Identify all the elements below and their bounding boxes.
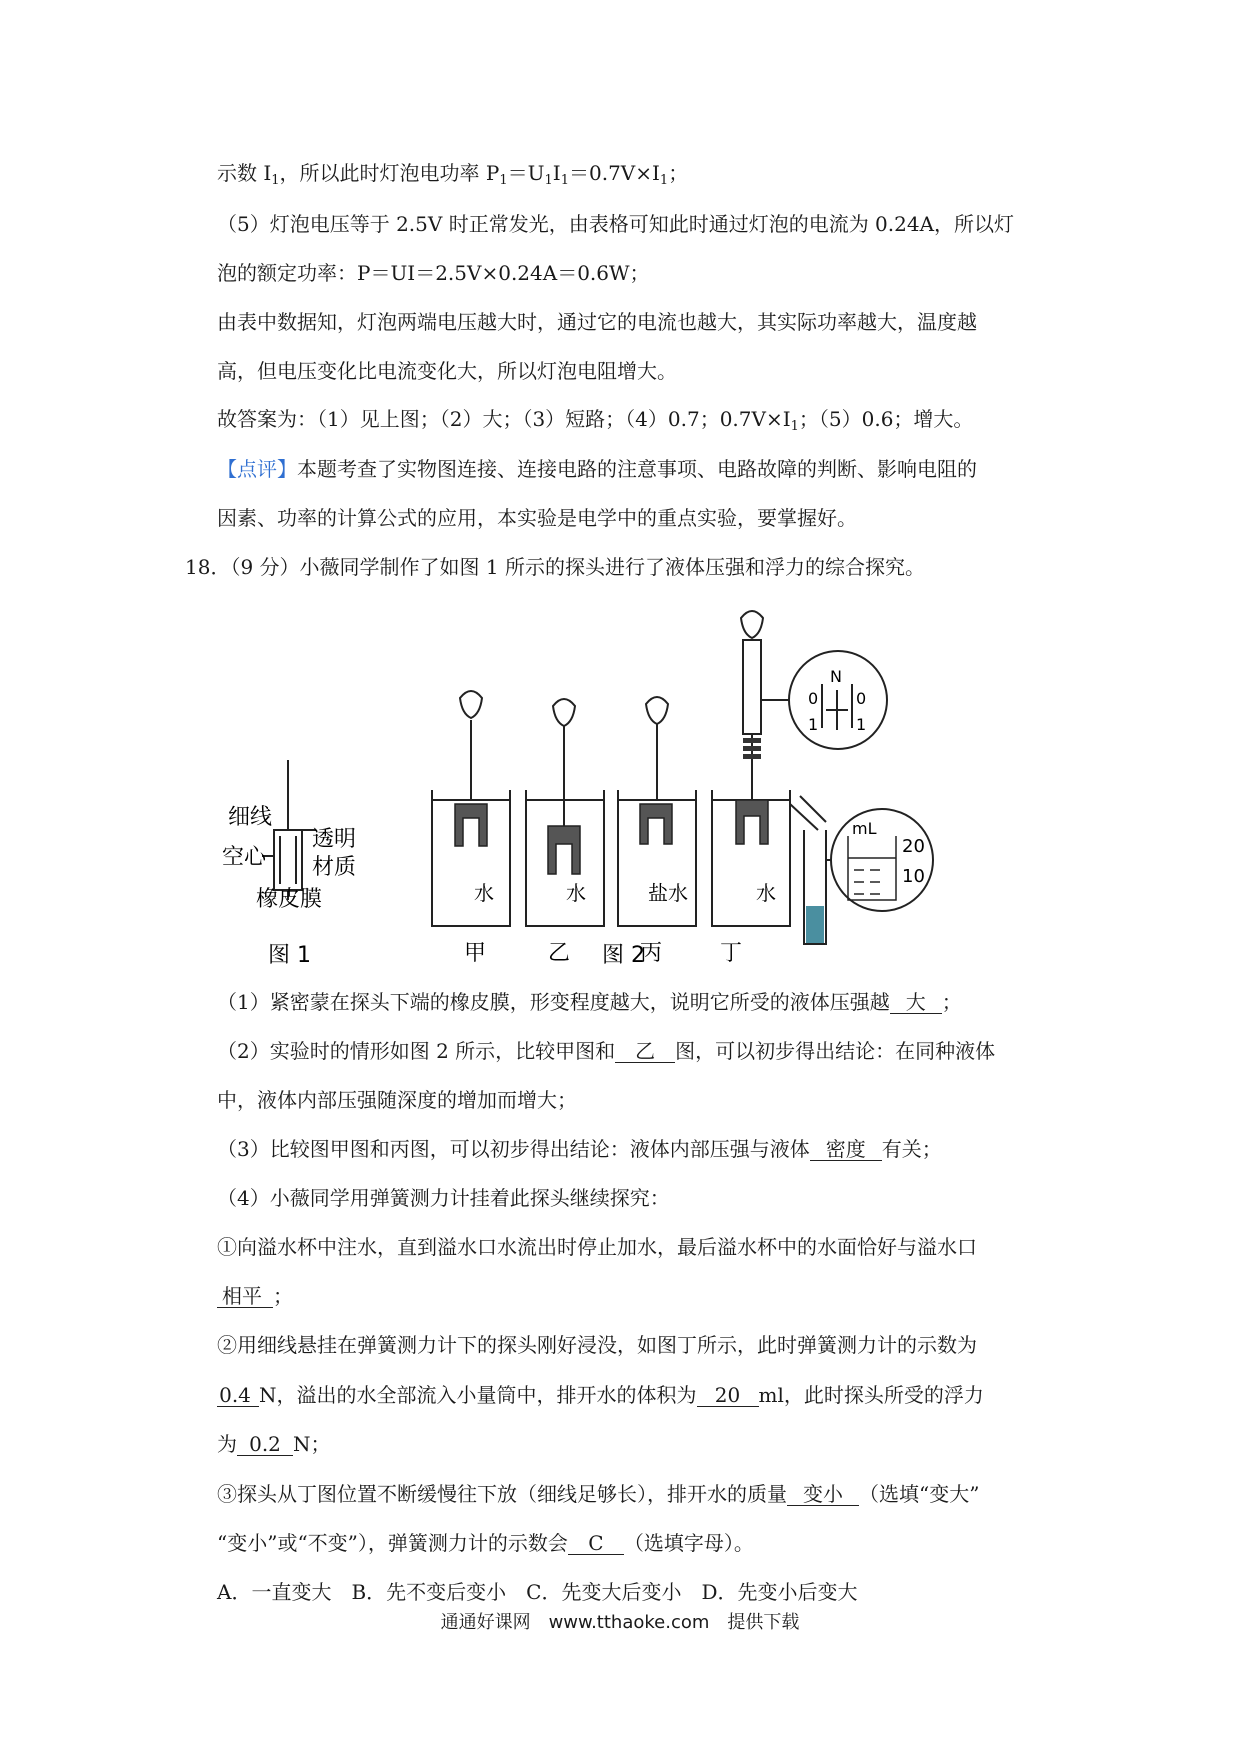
answer-line: 故答案为：（1）见上图；（2）大；（3）短路；（4）0.7；$0.7V\times I_1$；（5）0.6；增大。 (217, 407, 974, 434)
meter-left-bottom: 1 (808, 715, 819, 734)
q4-2-line-3: 为 0.2 N； (217, 1432, 331, 1456)
q4-1-blank: 相平 (217, 1285, 273, 1308)
cylinder-mark-low: 10 (902, 866, 925, 887)
q4-1-line-2: 相平 ； (217, 1282, 293, 1310)
q4-2-blank-1: 0.4 (217, 1384, 259, 1407)
q4-3-blank: 变小 (787, 1483, 859, 1506)
q3-blank: 密度 (810, 1138, 882, 1161)
q1-blank: 大 (890, 991, 942, 1014)
q4-3-blank-2: C (568, 1532, 624, 1555)
cylinder-mark-high: 20 (902, 836, 925, 857)
solution-line-3: 泡的额定功率：P＝UI＝2.5V×0.24A＝0.6W； (217, 261, 650, 285)
q4-2-line-2: 0.4 N，溢出的水全部流入小量筒中，排开水的体积为 20 ml，此时探头所受的浮力 (217, 1381, 984, 1409)
page-footer: 通通好课网 www.tthaoke.com 提供下载 (440, 1612, 800, 1633)
q2-line: （2）实验时的情形如图 2 所示，比较甲图和 乙 图，可以初步得出结论：在同种液体 (217, 1039, 996, 1063)
solution-line-5: 高，但电压变化比电流变化大，所以灯泡电阻增大。 (217, 359, 677, 383)
cylinder-unit: mL (852, 819, 877, 838)
meter-right-top: 0 (856, 689, 867, 708)
fig2-caption: 图 2 (602, 943, 645, 968)
q2-line-2: 中，液体内部压强随深度的增加而增大； (217, 1088, 577, 1112)
options-line: A．一直变大 B．先不变后变小 C．先变大后变小 D．先变小后变大 (217, 1580, 858, 1604)
fig1-membrane-label: 橡皮膜 (256, 887, 323, 912)
meter-right-bottom: 1 (856, 715, 867, 734)
q4-1-line: ①向溢水杯中注水，直到溢水口水流出时停止加水，最后溢水杯中的水面恰好与溢水口 (217, 1235, 977, 1259)
beaker-3-label: 丙 (640, 941, 663, 966)
question-18-stem: 18．（9 分）小薇同学制作了如图 1 所示的探头进行了液体压强和浮力的综合探究。 (185, 555, 925, 579)
review-line-1: 【点评】本题考查了实物图连接、连接电路的注意事项、电路故障的判断、影响电阻的 (217, 457, 977, 481)
meter-left-top: 0 (808, 689, 819, 708)
fig1-thread-label: 细线 (228, 805, 273, 830)
beaker-4-label: 丁 (720, 941, 743, 966)
fig1-transparent-label-2: 材质 (312, 855, 357, 880)
q4-3-line: ③探头从丁图位置不断缓慢往下放（细线足够长），排开水的质量 变小 （选填“变大” (217, 1482, 980, 1506)
beaker-4-liquid: 水 (756, 881, 776, 905)
q4-2-blank-3: 0.2 (237, 1433, 293, 1456)
solution-line-2: （5）灯泡电压等于 2.5V 时正常发光，由表格可知此时通过灯泡的电流为 0.24A，所以灯 (217, 212, 1015, 236)
q4-2-line: ②用细线悬挂在弹簧测力计下的探头刚好浸没，如图丁所示，此时弹簧测力计的示数为 (217, 1333, 977, 1357)
meter-unit: N (830, 667, 842, 686)
solution-line-4: 由表中数据知，灯泡两端电压越大时，通过它的电流也越大，其实际功率越大，温度越 (217, 310, 977, 334)
beaker-2-liquid: 水 (566, 881, 586, 905)
q3-line: （3）比较图甲图和丙图，可以初步得出结论：液体内部压强与液体 密度 有关； (217, 1137, 942, 1161)
review-tag: 【点评】 (217, 457, 297, 481)
fig1-hollow-label: 空心 (222, 845, 267, 870)
solution-line-1: 示数 $I_1$，所以此时灯泡电功率 $P_1=U_1I_1=0.7V\times I_1$； (217, 161, 689, 188)
beaker-1-liquid: 水 (474, 881, 494, 905)
q2-blank: 乙 (615, 1040, 675, 1063)
fig1-transparent-label-1: 透明 (312, 827, 357, 852)
q4-2-blank-2: 20 (697, 1384, 759, 1407)
beaker-2-label: 乙 (548, 941, 571, 966)
beaker-1-label: 甲 (464, 941, 487, 966)
beaker-3-liquid: 盐水 (648, 881, 688, 905)
fig1-caption: 图 1 (268, 943, 311, 968)
q1-line: （1）紧密蒙在探头下端的橡皮膜，形变程度越大，说明它所受的液体压强越 大 ； (217, 990, 962, 1014)
q4-line: （4）小薇同学用弹簧测力计挂着此探头继续探究： (217, 1186, 670, 1210)
q4-3-line-2: “变小”或“不变”），弹簧测力计的示数会 C （选填字母）。 (217, 1531, 754, 1555)
review-line-2: 因素、功率的计算公式的应用，本实验是电学中的重点实验，要掌握好。 (217, 506, 857, 530)
